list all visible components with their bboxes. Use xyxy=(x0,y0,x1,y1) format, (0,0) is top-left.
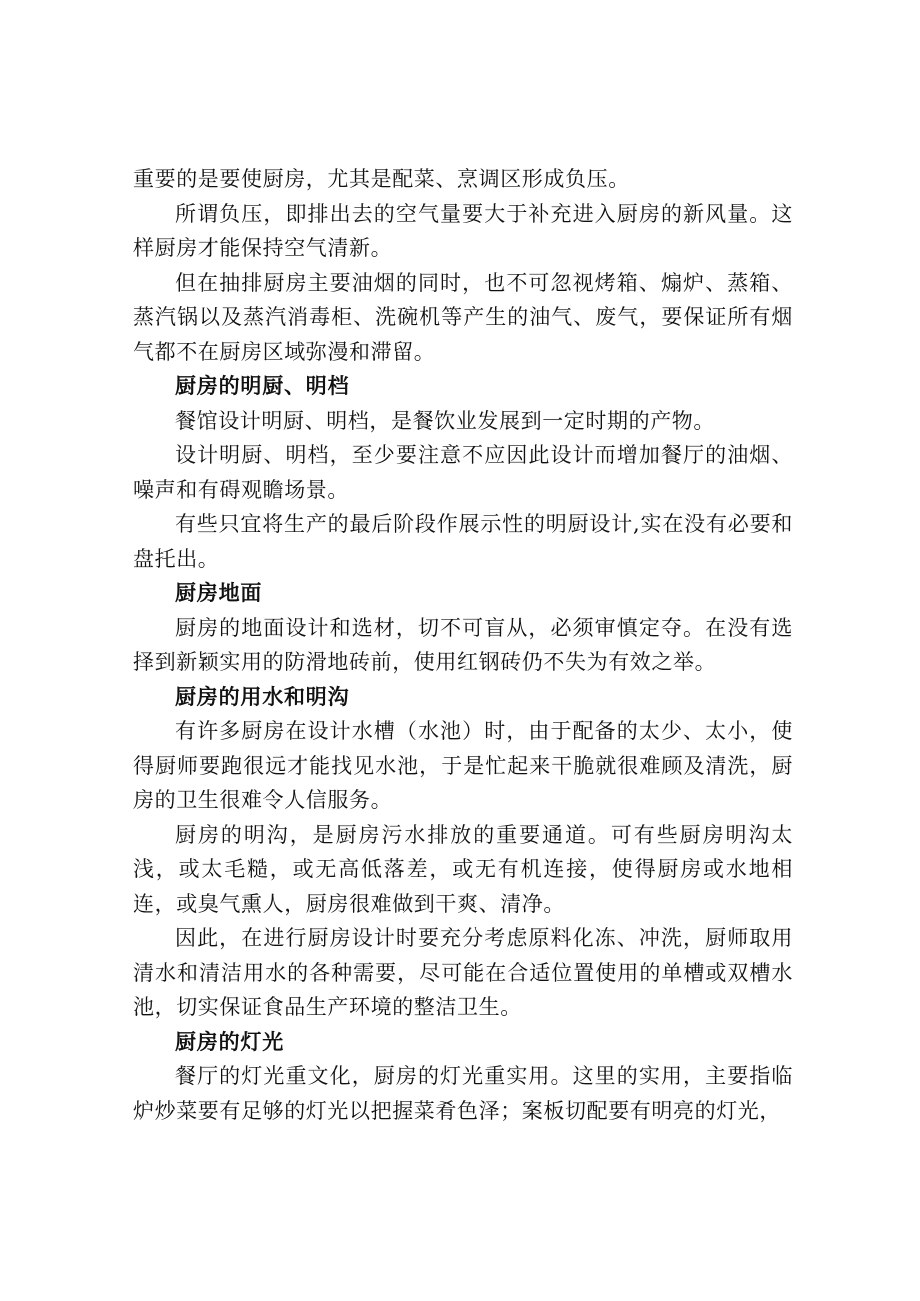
paragraph-kitchen-floor: 厨房的地面设计和选材，切不可盲从，必须审慎定夺。在没有选择到新颖实用的防滑地砖前，使用红钢砖仍不失为有效之举。 xyxy=(133,615,793,674)
paragraph-negative-pressure-definition: 所谓负压，即排出去的空气量要大于补充进入厨房的新风量。这样厨房才能保持空气清新。 xyxy=(133,201,793,260)
paragraph-kitchen-lighting: 餐厅的灯光重文化，厨房的灯光重实用。这里的实用，主要指临炉炒菜要有足够的灯光以把握菜肴色泽；案板切配要有明亮的灯光， xyxy=(133,1064,793,1123)
section-heading-water-and-drains: 厨房的用水和明沟 xyxy=(175,684,350,709)
paragraph-water-design: 因此，在进行厨房设计时要充分考虑原料化冻、冲洗，厨师取用清水和清洁用水的各种需要，尽可能在合适位置使用的单槽或双槽水池，切实保证食品生产环境的整洁卫生。 xyxy=(133,926,793,1019)
document-body xyxy=(133,162,793,1128)
paragraph-open-kitchen-display: 有些只宜将生产的最后阶段作展示性的明厨设计,实在没有必要和盘托出。 xyxy=(133,512,793,571)
paragraph-exhaust-equipment: 但在抽排厨房主要油烟的同时，也不可忽视烤箱、煽炉、蒸箱、蒸汽锅以及蒸汽消毒柜、洗碗机等产生的油气、废气，要保证所有烟气都不在厨房区域弥漫和滞留。 xyxy=(133,270,793,364)
section-heading-kitchen-floor: 厨房地面 xyxy=(175,581,263,605)
paragraph-open-drains: 厨房的明沟，是厨房污水排放的重要通道。可有些厨房明沟太浅，或太毛糙，或无高低落差，或无有机连接，使得厨房或水地相连，或臭气熏人，厨房很难做到干爽、清净。 xyxy=(133,822,793,916)
section-heading-open-kitchen: 厨房的明厨、明档 xyxy=(175,374,350,398)
section-heading-kitchen-lighting: 厨房的灯光 xyxy=(175,1029,284,1054)
paragraph-water-sinks: 有许多厨房在设计水槽（水池）时，由于配备的太少、太小，使得厨师要跑很远才能找见水池，于是忙起来干脆就很难顾及清洗，厨房的卫生很难令人信服务。 xyxy=(133,719,793,812)
paragraph-negative-pressure-intro: 重要的是要使厨房，尤其是配菜、烹调区形成负压。 xyxy=(133,167,630,191)
paragraph-open-kitchen-caution: 设计明厨、明档，至少要注意不应因此设计而增加餐厅的油烟、噪声和有碍观瞻场景。 xyxy=(133,443,793,502)
paragraph-open-kitchen-origin: 餐馆设计明厨、明档，是餐饮业发展到一定时期的产物。 xyxy=(175,408,715,433)
